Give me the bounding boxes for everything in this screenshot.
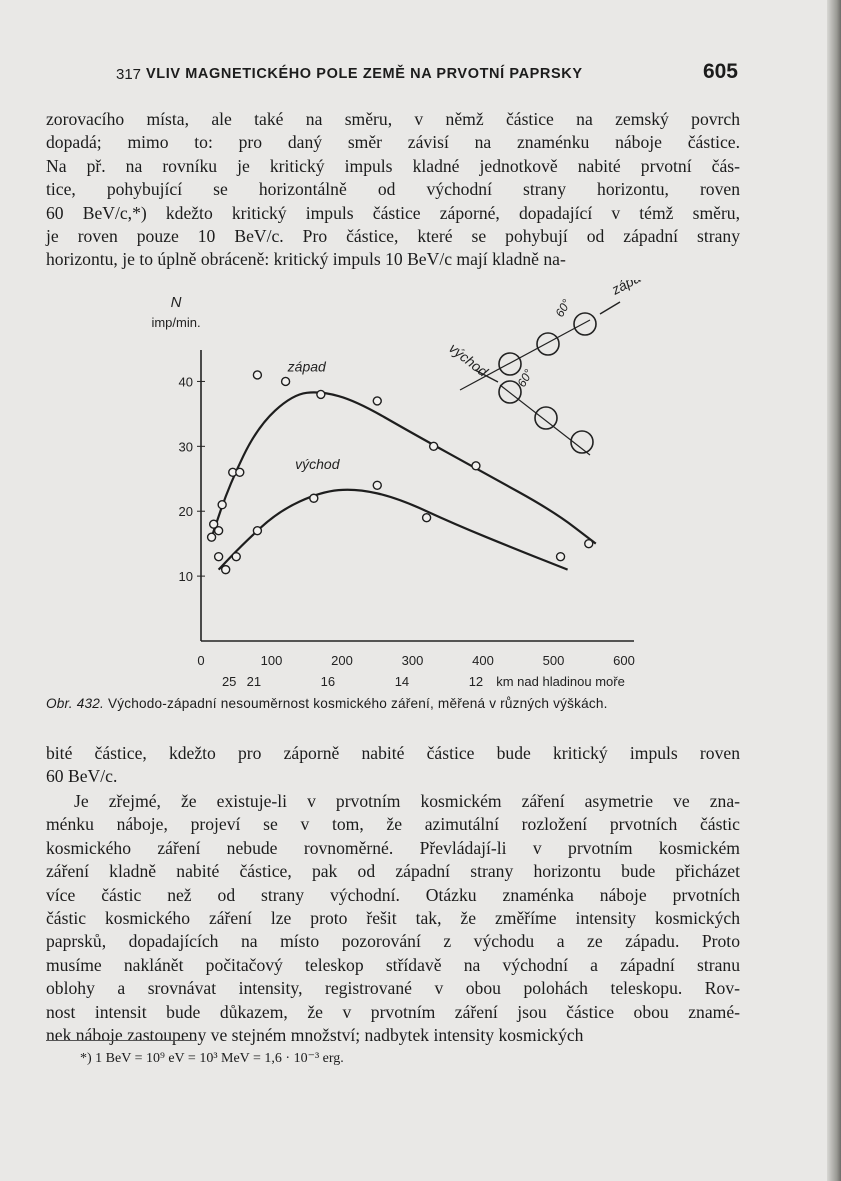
text-line: musíme naklánět počitačový teleskop střídavě na východní a západní stranu <box>46 954 740 975</box>
footnote-rule <box>46 1040 196 1041</box>
km-tick-label: 12 <box>468 674 484 689</box>
text-line: nek náboje zastoupeny ve stejném množství; nadbytek intensity kosmických <box>46 1025 584 1046</box>
y-axis-label: N <box>170 294 182 311</box>
inset-counter <box>499 353 521 375</box>
running-header <box>116 58 738 88</box>
x-tick-label: 300 <box>401 653 424 668</box>
series-label: východ <box>295 456 340 473</box>
paragraph-1 <box>46 108 740 272</box>
figure-caption <box>46 696 746 711</box>
inset-arrow-west <box>600 302 620 314</box>
km-tick-label: 21 <box>246 674 262 689</box>
inset-counter <box>574 313 596 335</box>
x-axis-label: km nad hladinou moře <box>496 674 625 689</box>
data-point <box>253 371 261 379</box>
x-tick-label: 100 <box>260 653 283 668</box>
data-point <box>218 501 226 509</box>
inset-west-label: západ <box>608 280 651 298</box>
data-point <box>215 527 223 535</box>
inset-counter <box>571 431 593 453</box>
y-tick-label: 20 <box>178 504 193 520</box>
footnote: *) 1 BeV = 10⁹ eV = 10³ MeV = 1,6 · 10⁻³ erg. <box>80 1051 344 1066</box>
text-line: nost intensit bude důkazem, že v prvotním záření jsou částice obou znamé- <box>46 1001 740 1022</box>
series-label: západ <box>287 358 326 375</box>
data-point <box>282 377 290 385</box>
y-tick-label: 10 <box>178 569 193 585</box>
inset-axis-bottom <box>500 385 590 455</box>
text-line: oblohy a srovnávat intensity, registrované v obou polohách teleskopu. Rov- <box>46 978 740 999</box>
inset-counter <box>535 407 557 429</box>
km-tick-label: 14 <box>394 674 410 689</box>
text-line: tice, pohybující se horizontálně od východní strany horizontu, roven <box>46 179 740 200</box>
km-tick-label: 25 <box>221 674 237 689</box>
km-tick-label: 16 <box>320 674 336 689</box>
data-point <box>310 494 318 502</box>
text-line: Je zřejmé, že existuje-li v prvotním kosmickém záření asymetrie ve zna- <box>74 791 740 811</box>
x-tick-label: 400 <box>472 653 494 668</box>
text-line: 60 BeV/c,*) kdežto kritický impuls částice záporné, dopadající v témž směru, <box>46 202 740 223</box>
text-line: ménku náboje, projeví se v tom, že azimutální rozložení prvotních částic <box>46 814 740 835</box>
text-line: kosmického záření nebude rovnoměrné. Převládají-li v prvotním kosmickém <box>46 837 740 858</box>
inset-east-label: východ <box>446 339 491 380</box>
caption-label: Obr. 432. <box>46 696 104 711</box>
y-tick-label: 30 <box>178 439 193 455</box>
data-point <box>253 527 261 535</box>
text-line: je roven pouze 10 BeV/c. Pro částice, které se pohybují od západní strany <box>46 226 740 247</box>
data-point <box>236 468 244 476</box>
data-point <box>557 553 565 561</box>
inset-counter <box>537 333 559 355</box>
data-point <box>585 540 593 548</box>
text-line: dopadá; mimo to: pro daný směr závisí na znaménku náboje částice. <box>46 132 740 153</box>
y-axis-unit: imp/min. <box>151 315 201 330</box>
page-edge <box>827 0 841 1181</box>
header-title: VLIV MAGNETICKÉHO POLE ZEMĚ NA PRVOTNÍ PAPRSKY <box>146 66 583 82</box>
text-line: bité částice, kdežto pro záporně nabité částice bude kritický impuls roven <box>46 743 740 763</box>
paragraph-3 <box>46 790 740 1047</box>
series-curve-1 <box>219 490 568 570</box>
text-line: horizontu, je to úplně obráceně: kritický impuls 10 BeV/c mají kladně na- <box>46 249 566 270</box>
text-line: paprsků, dopadajících na místo pozorování z východu a ze západu. Proto <box>46 931 740 952</box>
x-tick-label: 500 <box>542 653 565 668</box>
data-point <box>430 442 438 450</box>
data-point <box>373 481 381 489</box>
text-line: zorovacího místa, ale také na směru, v němž částice na zemský povrch <box>46 109 740 129</box>
inset-angle-bottom: 60° <box>514 366 536 390</box>
text-line: Na př. na rovníku je kritický impuls kladné jednotkově nabité prvotní čás- <box>46 155 740 176</box>
data-point <box>222 566 230 574</box>
caption-text: Východo-západní nesouměrnost kosmického záření, měřená v různých výškách. <box>107 696 608 711</box>
data-point <box>317 390 325 398</box>
data-point <box>373 397 381 405</box>
y-tick-label: 40 <box>178 374 193 390</box>
text-line: částic kosmického záření lze proto řešit tak, že změříme intensity kosmických <box>46 908 740 929</box>
text-line: 60 BeV/c. <box>46 766 118 787</box>
section-number: 317 <box>116 66 142 83</box>
inset-angle-top: 60° <box>552 296 574 320</box>
x-tick-label: 600 <box>613 653 635 668</box>
text-line: více částic než od strany východní. Otázku znaménka náboje prvotních <box>46 884 740 905</box>
text-line: záření kladně nabité částice, pak od západní strany horizontu bude přicházet <box>46 861 740 882</box>
paragraph-2 <box>46 742 740 789</box>
data-point <box>472 462 480 470</box>
x-tick-label: 0 <box>197 653 205 668</box>
x-tick-label: 200 <box>331 653 353 668</box>
figure <box>130 280 670 690</box>
data-point <box>232 553 240 561</box>
data-point <box>215 553 223 561</box>
chart <box>130 280 670 690</box>
data-point <box>423 514 431 522</box>
data-point <box>208 533 216 541</box>
page-number: 605 <box>702 60 738 83</box>
